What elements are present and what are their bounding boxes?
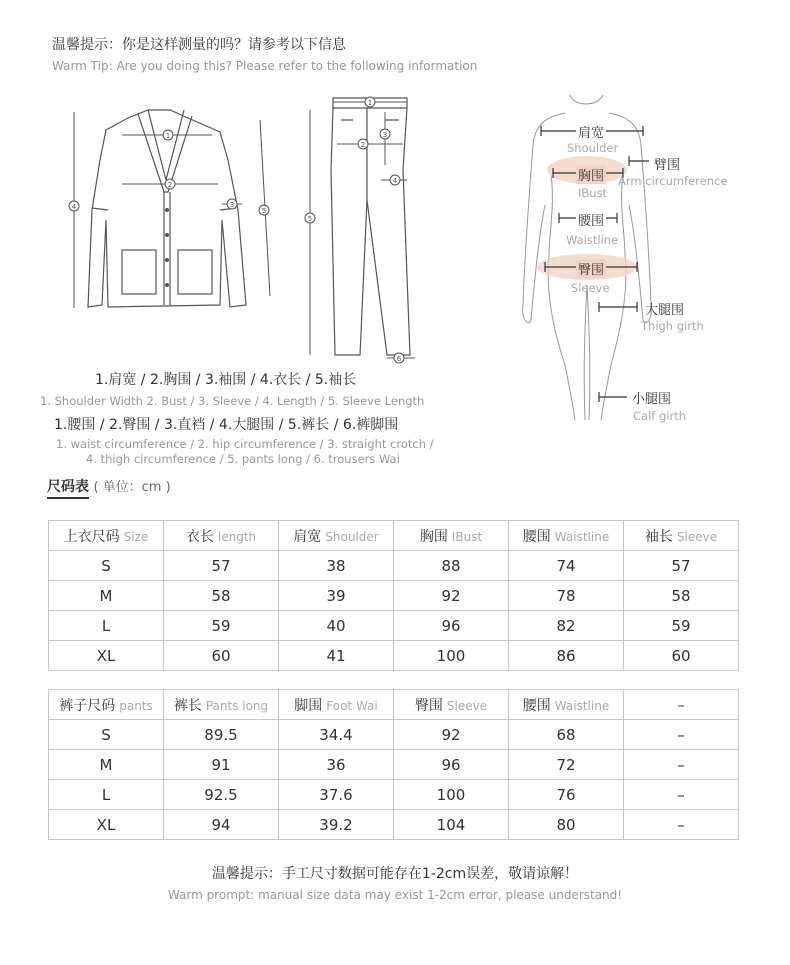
table-cell: 76	[509, 780, 624, 810]
header-cell: 上衣尺码 Size	[49, 521, 164, 551]
pants-marker-6: 6	[396, 355, 402, 363]
table-cell: 78	[509, 581, 624, 611]
table-cell: 60	[164, 641, 279, 671]
table-cell: L	[49, 780, 164, 810]
label-hip-en: Sleeve	[571, 281, 610, 295]
label-shoulder: 肩宽	[576, 122, 606, 141]
table-row	[49, 611, 739, 641]
footer-cn: 温馨提示：手工尺寸数据可能存在1-2cm误差，敬请谅解！	[211, 866, 579, 882]
jacket-caption-en: 1. Shoulder Width 2. Bust / 3. Sleeve / 4. Length / 5. Sleeve Length	[40, 394, 425, 408]
label-calf-en: Calf girth	[633, 409, 686, 423]
size-chart-unit: ( 单位：cm )	[93, 480, 171, 495]
jacket-diagram	[60, 100, 285, 325]
table-cell: 88	[394, 551, 509, 581]
table-cell: 59	[624, 611, 739, 641]
jacket-marker-5: 5	[261, 207, 267, 215]
table-cell: 57	[624, 551, 739, 581]
table-row	[49, 720, 739, 750]
warm-tip-cn: 温馨提示：你是这样测量的吗？请参考以下信息	[52, 37, 346, 53]
table-cell: 96	[394, 750, 509, 780]
table-cell: 68	[509, 720, 624, 750]
table-cell: 57	[164, 551, 279, 581]
table-row	[49, 551, 739, 581]
label-arm-en: Arm circumference	[618, 174, 728, 188]
table-cell: 89.5	[164, 720, 279, 750]
header-cell: 腰围 Waistline	[509, 690, 624, 720]
table-cell: 39.2	[279, 810, 394, 840]
header-cell: 裤子尺码 pants	[49, 690, 164, 720]
table-row	[49, 641, 739, 671]
table-header-row	[49, 521, 739, 551]
jacket-marker-3: 3	[229, 201, 235, 209]
table-cell: XL	[49, 810, 164, 840]
table-cell: M	[49, 581, 164, 611]
table-cell: –	[624, 810, 739, 840]
table-cell: L	[49, 611, 164, 641]
size-chart-title	[47, 476, 171, 496]
label-bust-en: IBust	[578, 186, 608, 200]
size-chart-title-cn: 尺码表	[47, 479, 89, 499]
table-cell: 38	[279, 551, 394, 581]
table-cell: S	[49, 551, 164, 581]
table-cell: M	[49, 750, 164, 780]
table-cell: 92	[394, 720, 509, 750]
table-row	[49, 581, 739, 611]
table-row	[49, 750, 739, 780]
table-cell: 58	[164, 581, 279, 611]
jacket-marker-1: 1	[165, 132, 171, 140]
table-cell: XL	[49, 641, 164, 671]
pants-caption-en-1: 1. waist circumference / 2. hip circumference / 3. straight crotch /	[56, 437, 434, 451]
pants-marker-4: 4	[392, 177, 398, 185]
table-cell: 100	[394, 780, 509, 810]
table-cell: S	[49, 720, 164, 750]
table-row	[49, 780, 739, 810]
table-cell: 40	[279, 611, 394, 641]
table-cell: 37.6	[279, 780, 394, 810]
label-waist: 腰围	[576, 210, 606, 229]
table-cell: 58	[624, 581, 739, 611]
table-cell: 74	[509, 551, 624, 581]
table-cell: 86	[509, 641, 624, 671]
pants-marker-1: 1	[367, 99, 373, 107]
label-hip: 臀围	[576, 259, 606, 278]
header-cell: 胸围 IBust	[394, 521, 509, 551]
header-cell: 衣长 length	[164, 521, 279, 551]
label-waist-en: Waistline	[566, 233, 619, 247]
table-cell: 80	[509, 810, 624, 840]
pants-caption-cn: 1.腰围 / 2.臀围 / 3.直裆 / 4.大腿围 / 5.裤长 / 6.裤脚围	[54, 417, 399, 433]
table-cell: 100	[394, 641, 509, 671]
table-cell: 72	[509, 750, 624, 780]
jacket-marker-4: 4	[71, 203, 77, 211]
label-shoulder-en: Shoulder	[567, 141, 619, 155]
table-cell: 94	[164, 810, 279, 840]
pants-marker-5: 5	[307, 215, 313, 223]
table-cell: –	[624, 750, 739, 780]
table-cell: 92	[394, 581, 509, 611]
pants-size-table	[48, 689, 739, 840]
pants-marker-3: 3	[382, 131, 388, 139]
label-bust: 胸围	[576, 165, 606, 184]
table-cell: 104	[394, 810, 509, 840]
jacket-caption-cn: 1.肩宽 / 2.胸围 / 3.袖围 / 4.衣长 / 5.袖长	[95, 372, 357, 388]
table-header-row	[49, 690, 739, 720]
table-cell: 82	[509, 611, 624, 641]
warm-tip-en: Warm Tip: Are you doing this? Please refer to the following information	[52, 59, 478, 73]
jacket-marker-2: 2	[167, 181, 173, 189]
table-cell: 36	[279, 750, 394, 780]
pants-caption-en-2: 4. thigh circumference / 5. pants long / 6. trousers Wai	[86, 452, 400, 466]
label-thigh-en: Thigh girth	[641, 319, 704, 333]
header-cell: 袖长 Sleeve	[624, 521, 739, 551]
header-cell: 臀围 Sleeve	[394, 690, 509, 720]
label-thigh: 大腿围	[645, 303, 685, 318]
table-cell: 91	[164, 750, 279, 780]
header-cell: 脚围 Foot Wai	[279, 690, 394, 720]
table-cell: –	[624, 780, 739, 810]
pants-diagram	[295, 90, 420, 365]
pants-marker-2: 2	[360, 141, 366, 149]
header-cell: –	[624, 690, 739, 720]
table-row	[49, 810, 739, 840]
table-cell: 96	[394, 611, 509, 641]
table-cell: 34.4	[279, 720, 394, 750]
header-cell: 裤长 Pants long	[164, 690, 279, 720]
top-size-table	[48, 520, 739, 671]
label-calf: 小腿围	[632, 392, 672, 407]
header-cell: 肩宽 Shoulder	[279, 521, 394, 551]
table-cell: 41	[279, 641, 394, 671]
table-cell: 39	[279, 581, 394, 611]
footer-en: Warm prompt: manual size data may exist 1-2cm error, please understand!	[167, 888, 623, 902]
table-cell: 59	[164, 611, 279, 641]
label-arm: 臂围	[654, 158, 681, 173]
table-cell: –	[624, 720, 739, 750]
table-cell: 92.5	[164, 780, 279, 810]
header-cell: 腰围 Waistline	[509, 521, 624, 551]
table-cell: 60	[624, 641, 739, 671]
